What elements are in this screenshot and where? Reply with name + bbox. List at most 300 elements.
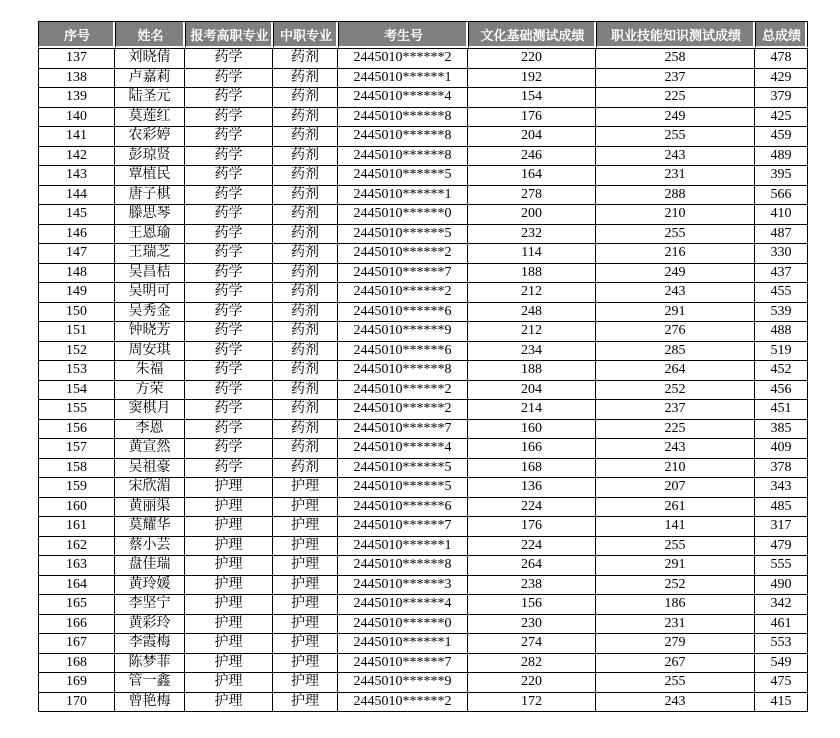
column-header-college-major: 报考高职专业	[185, 21, 273, 48]
cell-culture-score: 156	[468, 595, 596, 615]
cell-total-score: 485	[755, 498, 808, 518]
cell-skill-score: 258	[596, 48, 755, 69]
cell-total-score: 475	[755, 673, 808, 693]
cell-index: 145	[38, 205, 115, 225]
cell-name: 李坚宁	[115, 595, 185, 615]
cell-index: 146	[38, 225, 115, 245]
cell-college-major: 药学	[185, 361, 273, 381]
cell-secondary-major: 药剂	[273, 381, 338, 401]
cell-secondary-major: 药剂	[273, 459, 338, 479]
cell-secondary-major: 药剂	[273, 361, 338, 381]
cell-culture-score: 200	[468, 205, 596, 225]
cell-candidate-no: 2445010******3	[338, 576, 468, 596]
cell-index: 137	[38, 48, 115, 69]
cell-secondary-major: 药剂	[273, 205, 338, 225]
cell-skill-score: 252	[596, 576, 755, 596]
cell-total-score: 410	[755, 205, 808, 225]
cell-skill-score: 210	[596, 459, 755, 479]
cell-index: 147	[38, 244, 115, 264]
cell-skill-score: 285	[596, 342, 755, 362]
cell-secondary-major: 护理	[273, 478, 338, 498]
cell-college-major: 药学	[185, 244, 273, 264]
cell-total-score: 452	[755, 361, 808, 381]
cell-college-major: 护理	[185, 634, 273, 654]
cell-skill-score: 279	[596, 634, 755, 654]
table-row	[38, 361, 808, 381]
cell-college-major: 药学	[185, 205, 273, 225]
cell-index: 166	[38, 615, 115, 635]
cell-secondary-major: 药剂	[273, 88, 338, 108]
cell-skill-score: 255	[596, 225, 755, 245]
cell-index: 149	[38, 283, 115, 303]
table-row	[38, 205, 808, 225]
cell-secondary-major: 药剂	[273, 166, 338, 186]
column-header-candidate-no: 考生号	[338, 21, 468, 48]
cell-name: 宋欣湄	[115, 478, 185, 498]
cell-candidate-no: 2445010******1	[338, 634, 468, 654]
table-row	[38, 576, 808, 596]
cell-secondary-major: 药剂	[273, 69, 338, 89]
cell-name: 钟晓芳	[115, 322, 185, 342]
column-header-culture-score: 文化基础测试成绩	[468, 21, 596, 48]
cell-skill-score: 291	[596, 303, 755, 323]
table-row	[38, 283, 808, 303]
cell-secondary-major: 药剂	[273, 108, 338, 128]
cell-culture-score: 168	[468, 459, 596, 479]
cell-name: 刘晓倩	[115, 48, 185, 69]
cell-name: 滕思琴	[115, 205, 185, 225]
cell-secondary-major: 药剂	[273, 264, 338, 284]
cell-total-score: 456	[755, 381, 808, 401]
cell-skill-score: 291	[596, 556, 755, 576]
table-row	[38, 595, 808, 615]
cell-college-major: 护理	[185, 595, 273, 615]
cell-name: 管一鑫	[115, 673, 185, 693]
cell-candidate-no: 2445010******4	[338, 439, 468, 459]
table-row	[38, 342, 808, 362]
cell-index: 155	[38, 400, 115, 420]
cell-total-score: 342	[755, 595, 808, 615]
cell-culture-score: 154	[468, 88, 596, 108]
cell-candidate-no: 2445010******5	[338, 166, 468, 186]
cell-college-major: 护理	[185, 615, 273, 635]
cell-total-score: 566	[755, 186, 808, 206]
cell-skill-score: 252	[596, 381, 755, 401]
cell-secondary-major: 药剂	[273, 283, 338, 303]
cell-culture-score: 214	[468, 400, 596, 420]
cell-culture-score: 264	[468, 556, 596, 576]
cell-college-major: 药学	[185, 264, 273, 284]
cell-candidate-no: 2445010******2	[338, 381, 468, 401]
cell-secondary-major: 护理	[273, 693, 338, 713]
score-table	[38, 21, 808, 712]
table-row	[38, 48, 808, 69]
table-row	[38, 420, 808, 440]
cell-candidate-no: 2445010******1	[338, 537, 468, 557]
cell-name: 陈梦菲	[115, 654, 185, 674]
cell-skill-score: 276	[596, 322, 755, 342]
cell-index: 150	[38, 303, 115, 323]
table-row	[38, 615, 808, 635]
table-row	[38, 439, 808, 459]
cell-culture-score: 192	[468, 69, 596, 89]
cell-total-score: 487	[755, 225, 808, 245]
cell-college-major: 药学	[185, 420, 273, 440]
cell-index: 151	[38, 322, 115, 342]
cell-culture-score: 166	[468, 439, 596, 459]
cell-skill-score: 267	[596, 654, 755, 674]
cell-name: 王恩瑜	[115, 225, 185, 245]
cell-candidate-no: 2445010******7	[338, 264, 468, 284]
cell-candidate-no: 2445010******5	[338, 478, 468, 498]
cell-skill-score: 231	[596, 615, 755, 635]
cell-candidate-no: 2445010******8	[338, 361, 468, 381]
cell-index: 144	[38, 186, 115, 206]
cell-index: 156	[38, 420, 115, 440]
cell-culture-score: 220	[468, 48, 596, 69]
table-row	[38, 88, 808, 108]
cell-candidate-no: 2445010******7	[338, 654, 468, 674]
cell-college-major: 护理	[185, 556, 273, 576]
cell-candidate-no: 2445010******4	[338, 595, 468, 615]
table-row	[38, 478, 808, 498]
cell-culture-score: 188	[468, 264, 596, 284]
cell-name: 盘佳瑞	[115, 556, 185, 576]
cell-college-major: 药学	[185, 342, 273, 362]
cell-skill-score: 225	[596, 88, 755, 108]
column-header-index: 序号	[38, 21, 115, 48]
cell-college-major: 护理	[185, 537, 273, 557]
cell-secondary-major: 护理	[273, 498, 338, 518]
cell-culture-score: 238	[468, 576, 596, 596]
table-row	[38, 693, 808, 713]
cell-total-score: 555	[755, 556, 808, 576]
cell-candidate-no: 2445010******8	[338, 127, 468, 147]
table-row	[38, 634, 808, 654]
cell-index: 139	[38, 88, 115, 108]
cell-secondary-major: 药剂	[273, 303, 338, 323]
cell-total-score: 553	[755, 634, 808, 654]
cell-secondary-major: 护理	[273, 634, 338, 654]
cell-college-major: 护理	[185, 654, 273, 674]
table-row	[38, 498, 808, 518]
cell-name: 陆圣元	[115, 88, 185, 108]
cell-name: 窦棋月	[115, 400, 185, 420]
cell-index: 143	[38, 166, 115, 186]
cell-college-major: 药学	[185, 439, 273, 459]
cell-culture-score: 176	[468, 108, 596, 128]
cell-candidate-no: 2445010******5	[338, 225, 468, 245]
cell-name: 覃植民	[115, 166, 185, 186]
cell-skill-score: 216	[596, 244, 755, 264]
cell-total-score: 378	[755, 459, 808, 479]
cell-culture-score: 204	[468, 381, 596, 401]
cell-culture-score: 278	[468, 186, 596, 206]
cell-total-score: 425	[755, 108, 808, 128]
table-row	[38, 517, 808, 537]
cell-culture-score: 230	[468, 615, 596, 635]
cell-skill-score: 207	[596, 478, 755, 498]
cell-skill-score: 261	[596, 498, 755, 518]
cell-college-major: 药学	[185, 225, 273, 245]
cell-skill-score: 249	[596, 108, 755, 128]
cell-college-major: 护理	[185, 693, 273, 713]
cell-index: 163	[38, 556, 115, 576]
cell-secondary-major: 护理	[273, 556, 338, 576]
cell-college-major: 药学	[185, 127, 273, 147]
cell-name: 彭琼贤	[115, 147, 185, 167]
cell-total-score: 459	[755, 127, 808, 147]
table-row	[38, 147, 808, 167]
cell-secondary-major: 药剂	[273, 420, 338, 440]
cell-name: 吴明可	[115, 283, 185, 303]
cell-name: 李霞梅	[115, 634, 185, 654]
cell-name: 黄丽渠	[115, 498, 185, 518]
cell-secondary-major: 药剂	[273, 147, 338, 167]
cell-college-major: 护理	[185, 498, 273, 518]
cell-candidate-no: 2445010******6	[338, 303, 468, 323]
cell-college-major: 药学	[185, 303, 273, 323]
cell-total-score: 519	[755, 342, 808, 362]
cell-candidate-no: 2445010******2	[338, 244, 468, 264]
cell-total-score: 455	[755, 283, 808, 303]
cell-skill-score: 243	[596, 147, 755, 167]
cell-culture-score: 282	[468, 654, 596, 674]
cell-index: 158	[38, 459, 115, 479]
cell-candidate-no: 2445010******9	[338, 322, 468, 342]
cell-name: 蔡小芸	[115, 537, 185, 557]
cell-secondary-major: 药剂	[273, 400, 338, 420]
cell-index: 148	[38, 264, 115, 284]
cell-total-score: 437	[755, 264, 808, 284]
cell-college-major: 护理	[185, 517, 273, 537]
cell-college-major: 药学	[185, 147, 273, 167]
cell-culture-score: 234	[468, 342, 596, 362]
cell-secondary-major: 护理	[273, 517, 338, 537]
table-row	[38, 303, 808, 323]
cell-skill-score: 243	[596, 439, 755, 459]
cell-name: 黄玲媛	[115, 576, 185, 596]
cell-culture-score: 188	[468, 361, 596, 381]
cell-name: 莫莲红	[115, 108, 185, 128]
table-row	[38, 556, 808, 576]
cell-secondary-major: 药剂	[273, 48, 338, 69]
cell-secondary-major: 药剂	[273, 244, 338, 264]
table-row	[38, 673, 808, 693]
table-row	[38, 459, 808, 479]
cell-name: 王瑞芝	[115, 244, 185, 264]
cell-candidate-no: 2445010******6	[338, 342, 468, 362]
cell-candidate-no: 2445010******8	[338, 556, 468, 576]
cell-total-score: 343	[755, 478, 808, 498]
cell-total-score: 429	[755, 69, 808, 89]
cell-culture-score: 176	[468, 517, 596, 537]
cell-name: 李恩	[115, 420, 185, 440]
cell-culture-score: 224	[468, 498, 596, 518]
cell-secondary-major: 护理	[273, 615, 338, 635]
table-row	[38, 244, 808, 264]
cell-index: 154	[38, 381, 115, 401]
cell-secondary-major: 护理	[273, 673, 338, 693]
cell-name: 朱福	[115, 361, 185, 381]
cell-secondary-major: 护理	[273, 654, 338, 674]
cell-total-score: 395	[755, 166, 808, 186]
table-row	[38, 127, 808, 147]
cell-name: 吴祖豪	[115, 459, 185, 479]
cell-index: 164	[38, 576, 115, 596]
cell-skill-score: 255	[596, 673, 755, 693]
header-row	[38, 21, 808, 48]
table-header	[38, 21, 808, 48]
cell-index: 159	[38, 478, 115, 498]
cell-skill-score: 249	[596, 264, 755, 284]
cell-skill-score: 264	[596, 361, 755, 381]
cell-culture-score: 136	[468, 478, 596, 498]
cell-candidate-no: 2445010******2	[338, 693, 468, 713]
cell-total-score: 539	[755, 303, 808, 323]
table-row	[38, 166, 808, 186]
cell-total-score: 330	[755, 244, 808, 264]
cell-secondary-major: 药剂	[273, 225, 338, 245]
cell-culture-score: 204	[468, 127, 596, 147]
cell-candidate-no: 2445010******7	[338, 420, 468, 440]
cell-candidate-no: 2445010******0	[338, 615, 468, 635]
cell-skill-score: 243	[596, 283, 755, 303]
cell-candidate-no: 2445010******2	[338, 283, 468, 303]
cell-secondary-major: 护理	[273, 576, 338, 596]
cell-secondary-major: 药剂	[273, 186, 338, 206]
cell-candidate-no: 2445010******8	[338, 108, 468, 128]
cell-culture-score: 212	[468, 322, 596, 342]
cell-skill-score: 225	[596, 420, 755, 440]
cell-index: 169	[38, 673, 115, 693]
cell-candidate-no: 2445010******9	[338, 673, 468, 693]
cell-name: 黄彩玲	[115, 615, 185, 635]
cell-college-major: 药学	[185, 108, 273, 128]
cell-skill-score: 255	[596, 537, 755, 557]
cell-total-score: 409	[755, 439, 808, 459]
cell-skill-score: 237	[596, 69, 755, 89]
column-header-skill-score: 职业技能知识测试成绩	[596, 21, 755, 48]
column-header-secondary-major: 中职专业	[273, 21, 338, 48]
cell-culture-score: 274	[468, 634, 596, 654]
cell-index: 167	[38, 634, 115, 654]
cell-total-score: 385	[755, 420, 808, 440]
table-body	[38, 48, 808, 712]
table-row	[38, 225, 808, 245]
table-row	[38, 186, 808, 206]
cell-culture-score: 164	[468, 166, 596, 186]
cell-index: 170	[38, 693, 115, 713]
cell-culture-score: 232	[468, 225, 596, 245]
table-row	[38, 108, 808, 128]
cell-total-score: 489	[755, 147, 808, 167]
cell-culture-score: 224	[468, 537, 596, 557]
table-row	[38, 381, 808, 401]
cell-index: 153	[38, 361, 115, 381]
table-row	[38, 322, 808, 342]
cell-candidate-no: 2445010******2	[338, 48, 468, 69]
cell-secondary-major: 药剂	[273, 322, 338, 342]
cell-candidate-no: 2445010******2	[338, 400, 468, 420]
cell-name: 周安琪	[115, 342, 185, 362]
cell-candidate-no: 2445010******5	[338, 459, 468, 479]
cell-candidate-no: 2445010******1	[338, 186, 468, 206]
cell-college-major: 护理	[185, 673, 273, 693]
cell-college-major: 药学	[185, 166, 273, 186]
cell-college-major: 药学	[185, 400, 273, 420]
cell-total-score: 379	[755, 88, 808, 108]
cell-total-score: 317	[755, 517, 808, 537]
cell-skill-score: 186	[596, 595, 755, 615]
cell-culture-score: 248	[468, 303, 596, 323]
cell-index: 142	[38, 147, 115, 167]
cell-name: 黄宣然	[115, 439, 185, 459]
cell-index: 141	[38, 127, 115, 147]
cell-name: 唐子棋	[115, 186, 185, 206]
cell-college-major: 药学	[185, 88, 273, 108]
cell-secondary-major: 护理	[273, 537, 338, 557]
cell-index: 140	[38, 108, 115, 128]
cell-skill-score: 210	[596, 205, 755, 225]
cell-college-major: 药学	[185, 186, 273, 206]
cell-candidate-no: 2445010******4	[338, 88, 468, 108]
cell-skill-score: 231	[596, 166, 755, 186]
cell-college-major: 药学	[185, 48, 273, 69]
cell-index: 162	[38, 537, 115, 557]
cell-candidate-no: 2445010******1	[338, 69, 468, 89]
column-header-name: 姓名	[115, 21, 185, 48]
cell-name: 吴昌桔	[115, 264, 185, 284]
cell-name: 吴秀金	[115, 303, 185, 323]
cell-index: 157	[38, 439, 115, 459]
cell-total-score: 478	[755, 48, 808, 69]
cell-culture-score: 114	[468, 244, 596, 264]
cell-candidate-no: 2445010******6	[338, 498, 468, 518]
table-row	[38, 654, 808, 674]
cell-index: 152	[38, 342, 115, 362]
page	[0, 21, 840, 738]
cell-total-score: 461	[755, 615, 808, 635]
cell-culture-score: 212	[468, 283, 596, 303]
cell-total-score: 549	[755, 654, 808, 674]
cell-college-major: 药学	[185, 322, 273, 342]
cell-college-major: 护理	[185, 576, 273, 596]
cell-index: 138	[38, 69, 115, 89]
table-row	[38, 69, 808, 89]
cell-index: 160	[38, 498, 115, 518]
table-row	[38, 264, 808, 284]
cell-name: 曾艳梅	[115, 693, 185, 713]
cell-candidate-no: 2445010******7	[338, 517, 468, 537]
cell-index: 168	[38, 654, 115, 674]
cell-total-score: 451	[755, 400, 808, 420]
cell-secondary-major: 护理	[273, 595, 338, 615]
cell-college-major: 药学	[185, 459, 273, 479]
cell-skill-score: 237	[596, 400, 755, 420]
cell-culture-score: 160	[468, 420, 596, 440]
table-row	[38, 400, 808, 420]
cell-secondary-major: 药剂	[273, 439, 338, 459]
cell-skill-score: 141	[596, 517, 755, 537]
cell-index: 161	[38, 517, 115, 537]
cell-name: 莫耀华	[115, 517, 185, 537]
cell-candidate-no: 2445010******0	[338, 205, 468, 225]
cell-name: 卢嘉莉	[115, 69, 185, 89]
cell-college-major: 药学	[185, 283, 273, 303]
cell-candidate-no: 2445010******8	[338, 147, 468, 167]
cell-total-score: 488	[755, 322, 808, 342]
